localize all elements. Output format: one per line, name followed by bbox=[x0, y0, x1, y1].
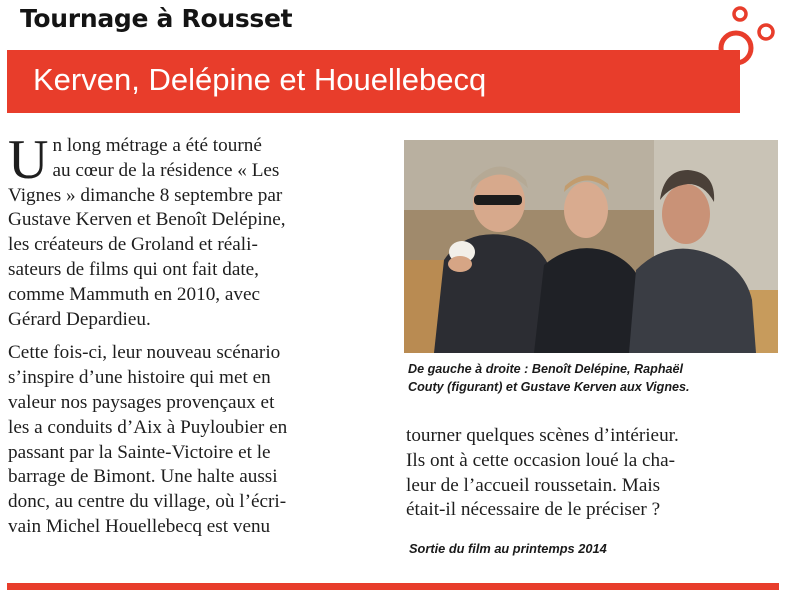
text-line: barrage de Bimont. Une halte aussi bbox=[8, 466, 278, 488]
photo-caption bbox=[408, 360, 782, 396]
title-banner bbox=[7, 50, 740, 113]
caption-line: Couty (figurant) et Gustave Kerven aux Vignes. bbox=[408, 380, 690, 394]
text-line: Cette fois-ci, leur nouveau scénario bbox=[8, 342, 281, 364]
text-line: Gustave Kerven et Benoît Delépine, bbox=[8, 209, 286, 231]
article-photo bbox=[404, 140, 778, 353]
text-line: au cœur de la résidence « Les bbox=[52, 159, 280, 181]
drop-cap: U bbox=[8, 129, 49, 191]
text-line: comme Mammuth en 2010, avec bbox=[8, 283, 261, 305]
text-line: leur de l’accueil roussetain. Mais bbox=[406, 474, 661, 496]
text-line: vain Michel Houellebecq est venu bbox=[8, 515, 271, 537]
text-line: Vignes » dimanche 8 septembre par bbox=[8, 184, 283, 206]
paragraph-2 bbox=[8, 341, 378, 539]
text-line: passant par la Sainte-Victoire et le bbox=[8, 441, 271, 463]
paragraph-1 bbox=[8, 129, 378, 332]
footer-rule bbox=[7, 583, 779, 590]
text-line: tourner quelques scènes d’intérieur. bbox=[406, 425, 679, 446]
text-line: valeur nos paysages provençaux et bbox=[8, 391, 275, 413]
text-line: Gérard Depardieu. bbox=[8, 308, 151, 330]
text-line: donc, au centre du village, où l’écri- bbox=[8, 491, 287, 513]
text-line: les a conduits d’Aix à Puyloubier en bbox=[8, 416, 288, 438]
article-title: Kerven, Delépine et Houellebecq bbox=[33, 62, 487, 97]
release-note: Sortie du film au printemps 2014 bbox=[409, 541, 607, 556]
text-line: s’inspire d’une histoire qui met en bbox=[8, 367, 271, 389]
text-line: les créateurs de Groland et réali- bbox=[8, 234, 258, 256]
section-kicker: Tournage à Rousset bbox=[20, 4, 293, 33]
text-line: n long métrage a été tourné bbox=[52, 135, 262, 156]
article-body-right bbox=[406, 424, 782, 523]
article-body-left bbox=[8, 129, 378, 549]
text-line: Ils ont à cette occasion loué la cha- bbox=[406, 449, 676, 471]
caption-line: De gauche à droite : Benoît Delépine, Raphaël bbox=[408, 362, 684, 376]
text-line: était-il nécessaire de le préciser ? bbox=[406, 499, 661, 521]
text-line: sateurs de films qui ont fait date, bbox=[8, 258, 259, 280]
